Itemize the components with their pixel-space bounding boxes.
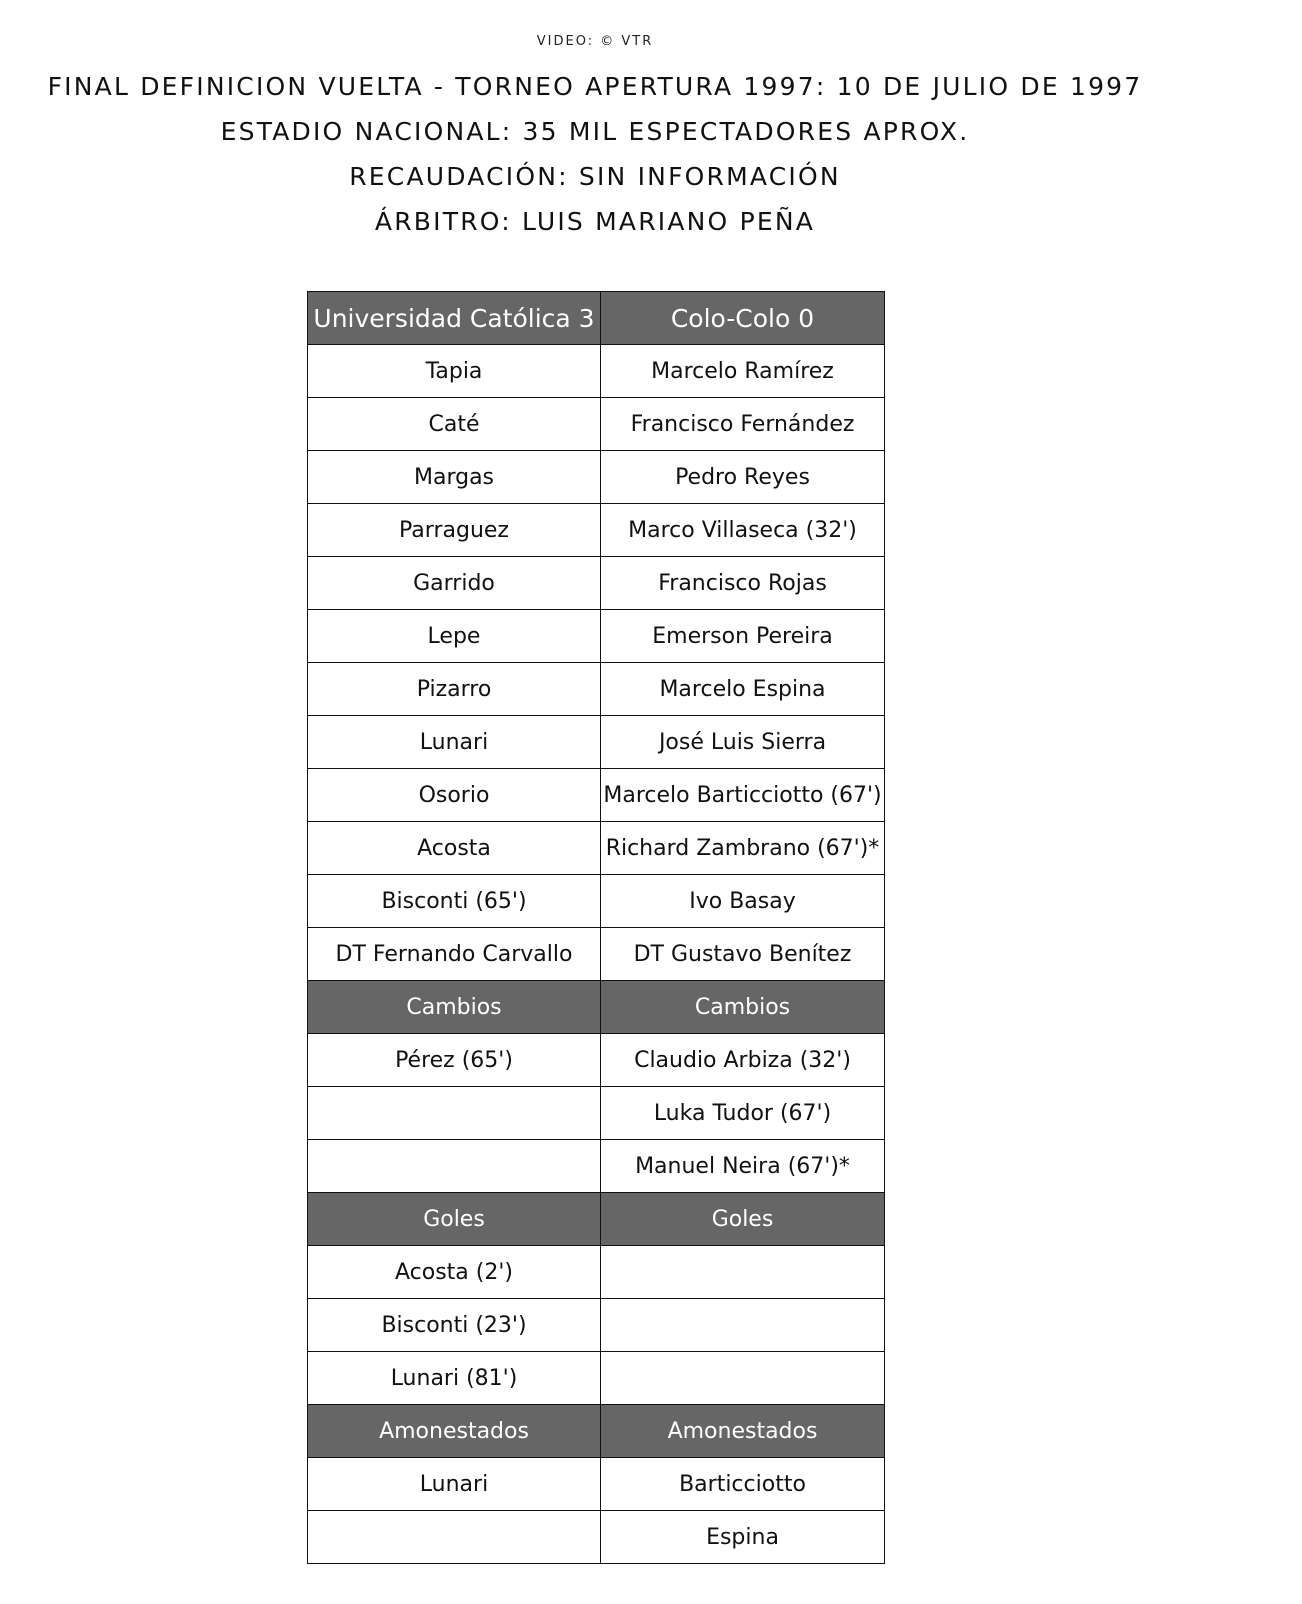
away-team-score: Colo-Colo 0	[601, 292, 885, 345]
lineup-row-home-cell: DT Fernando Carvallo	[308, 928, 601, 981]
lineup-row-home-cell: Parraguez	[308, 504, 601, 557]
lineup-row	[308, 663, 885, 716]
lineup-row-away-cell: Marcelo Barticciotto (67')	[601, 769, 885, 822]
card-row	[308, 1511, 885, 1564]
video-credit: VIDEO: © VTR	[536, 34, 654, 49]
lineup-row	[308, 928, 885, 981]
subs-header-row-away: Cambios	[601, 981, 885, 1034]
lineup-row	[308, 610, 885, 663]
match-title: FINAL DEFINICION VUELTA - TORNEO APERTURA 1997: 10 DE JULIO DE 1997	[47, 72, 1143, 101]
lineup-row-away-cell: Emerson Pereira	[601, 610, 885, 663]
lineup-row	[308, 398, 885, 451]
lineup-row-home-cell: Tapia	[308, 345, 601, 398]
lineup-row	[308, 345, 885, 398]
lineup-row-away-cell: Richard Zambrano (67')*	[601, 822, 885, 875]
lineup-row-away-cell: Marco Villaseca (32')	[601, 504, 885, 557]
lineup-row-home-cell: Caté	[308, 398, 601, 451]
lineup-table	[307, 291, 885, 1564]
cards-header-row	[308, 1405, 885, 1458]
cards-header-row-away: Amonestados	[601, 1405, 885, 1458]
lineup-row	[308, 504, 885, 557]
lineup-row	[308, 875, 885, 928]
sub-row	[308, 1087, 885, 1140]
lineup-row-away-cell: Francisco Fernández	[601, 398, 885, 451]
goals-header-row	[308, 1193, 885, 1246]
goal-row-away-cell	[601, 1246, 885, 1299]
referee-info: ÁRBITRO: LUIS MARIANO PEÑA	[374, 207, 816, 236]
lineup-row-away-cell: Marcelo Espina	[601, 663, 885, 716]
sub-row	[308, 1140, 885, 1193]
card-row	[308, 1458, 885, 1511]
lineup-row	[308, 557, 885, 610]
goal-row	[308, 1299, 885, 1352]
lineup-row-home-cell: Pizarro	[308, 663, 601, 716]
lineup-row-home-cell: Bisconti (65')	[308, 875, 601, 928]
lineup-row-home-cell: Osorio	[308, 769, 601, 822]
lineup-row-away-cell: José Luis Sierra	[601, 716, 885, 769]
goal-row-home-cell: Bisconti (23')	[308, 1299, 601, 1352]
lineup-row-home-cell: Margas	[308, 451, 601, 504]
lineup-row-away-cell: Pedro Reyes	[601, 451, 885, 504]
goals-header-row-away: Goles	[601, 1193, 885, 1246]
lineup-row-home-cell: Lepe	[308, 610, 601, 663]
lineup-row	[308, 822, 885, 875]
subs-header-row	[308, 981, 885, 1034]
lineup-row-away-cell: DT Gustavo Benítez	[601, 928, 885, 981]
sub-row-home-cell	[308, 1140, 601, 1193]
lineup-row-away-cell: Ivo Basay	[601, 875, 885, 928]
sub-row-away-cell: Claudio Arbiza (32')	[601, 1034, 885, 1087]
subs-header-row-home: Cambios	[308, 981, 601, 1034]
team-header-row	[308, 292, 885, 345]
stadium-info: ESTADIO NACIONAL: 35 MIL ESPECTADORES APROX.	[220, 117, 970, 146]
card-row-away-cell: Espina	[601, 1511, 885, 1564]
goal-row	[308, 1246, 885, 1299]
goals-header-row-home: Goles	[308, 1193, 601, 1246]
lineup-row	[308, 716, 885, 769]
card-row-away-cell: Barticciotto	[601, 1458, 885, 1511]
goal-row	[308, 1352, 885, 1405]
sub-row-away-cell: Manuel Neira (67')*	[601, 1140, 885, 1193]
lineup-row	[308, 451, 885, 504]
lineup-row-home-cell: Garrido	[308, 557, 601, 610]
goal-row-away-cell	[601, 1352, 885, 1405]
home-team-score: Universidad Católica 3	[308, 292, 601, 345]
lineup-row-home-cell: Acosta	[308, 822, 601, 875]
goal-row-home-cell: Acosta (2')	[308, 1246, 601, 1299]
lineup-row-away-cell: Marcelo Ramírez	[601, 345, 885, 398]
sub-row	[308, 1034, 885, 1087]
goal-row-home-cell: Lunari (81')	[308, 1352, 601, 1405]
cards-header-row-home: Amonestados	[308, 1405, 601, 1458]
revenue-info: RECAUDACIÓN: SIN INFORMACIÓN	[349, 162, 841, 191]
card-row-home-cell: Lunari	[308, 1458, 601, 1511]
card-row-home-cell	[308, 1511, 601, 1564]
lineup-row-away-cell: Francisco Rojas	[601, 557, 885, 610]
lineup-row	[308, 769, 885, 822]
goal-row-away-cell	[601, 1299, 885, 1352]
lineup-row-home-cell: Lunari	[308, 716, 601, 769]
sub-row-home-cell: Pérez (65')	[308, 1034, 601, 1087]
sub-row-home-cell	[308, 1087, 601, 1140]
sub-row-away-cell: Luka Tudor (67')	[601, 1087, 885, 1140]
